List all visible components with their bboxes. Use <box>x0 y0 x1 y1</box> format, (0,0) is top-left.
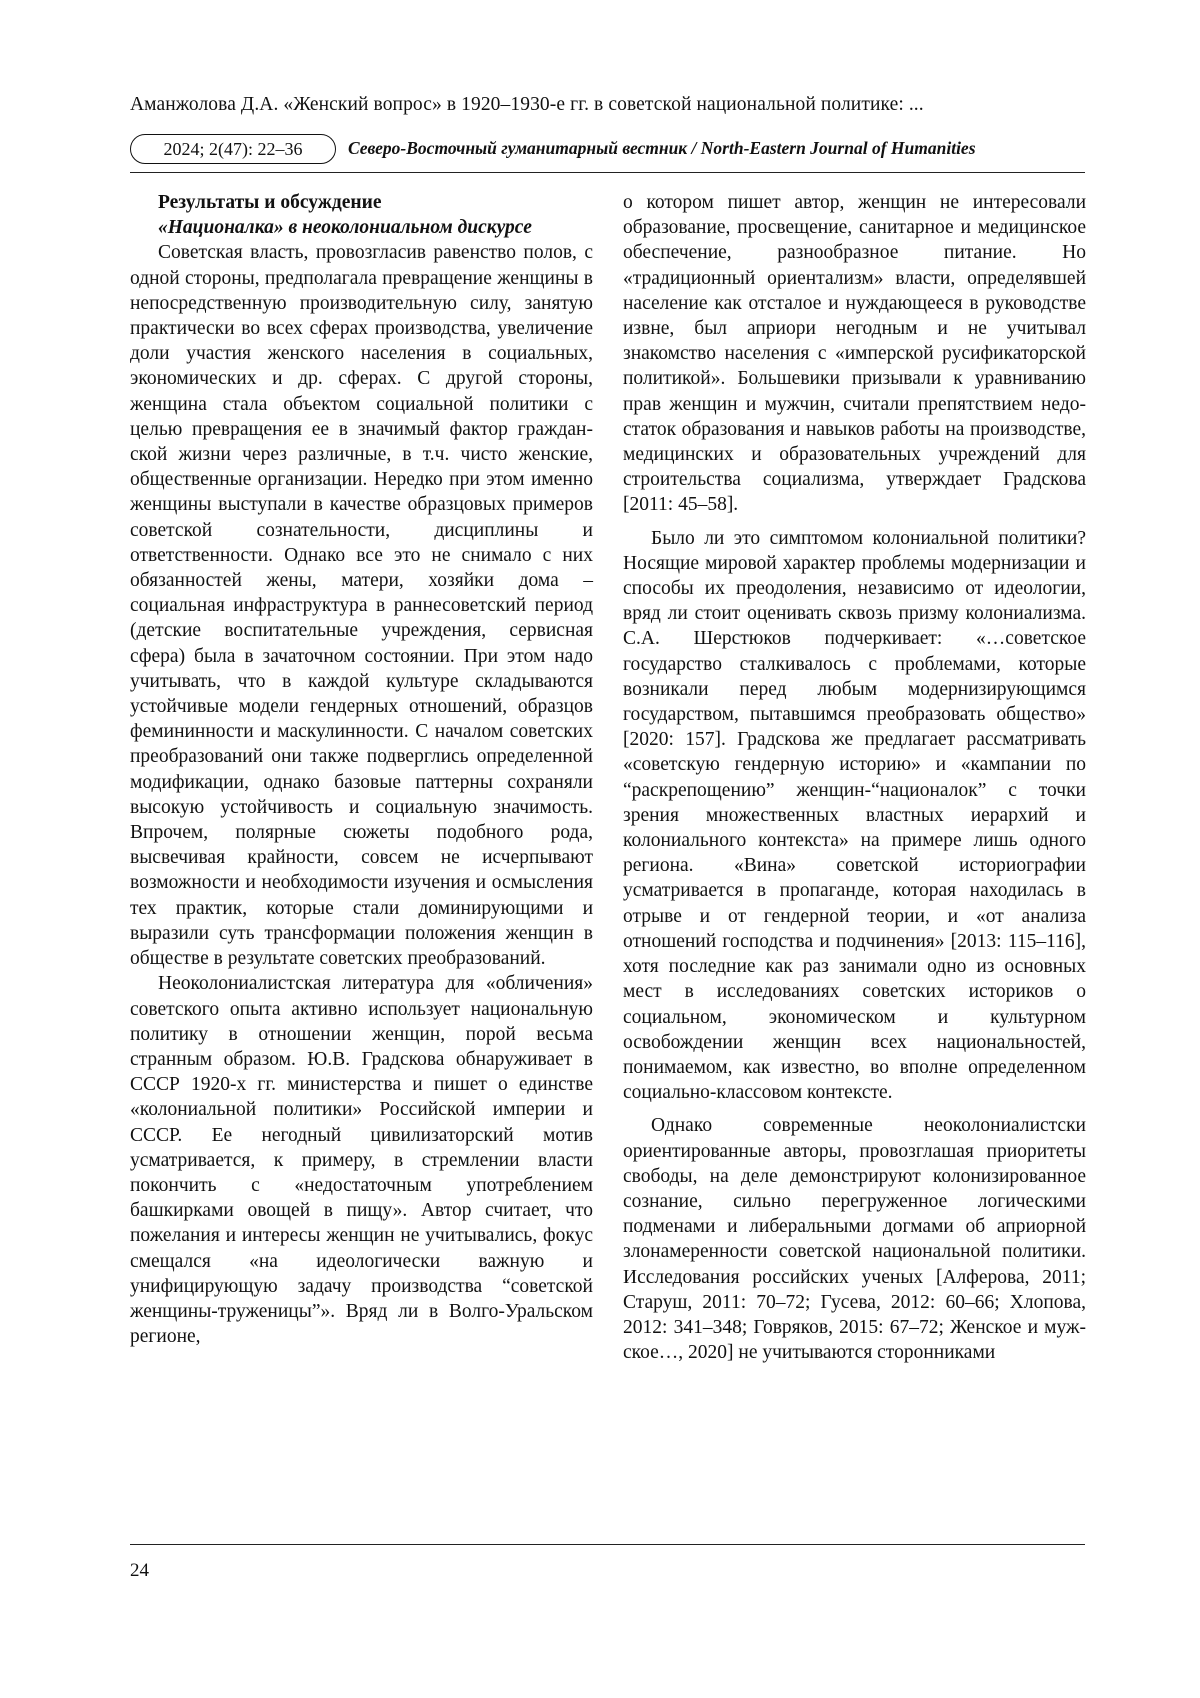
section-heading: Результаты и обсуждение <box>158 192 382 213</box>
paragraph: Неоколониалистская литература для «обличения» советского опыта активно использует национальную политику в отношении женщин, порой весьма странным образом. Ю.В. Градскова обнаруживает в СССР 1920-х гг. министерства и пишет о единстве «колониальной политики» Российской империи и СССР. Ее негодный цивилизаторский мотив усматривается, к примеру, в стремлении власти покончить с «недостаточным употреблением башкирками овощей в пищу». Автор считает, что пожелания и интересы женщин не учитывались, фокус смещался «на идеологически важную и унифицирующую задачу производства “советской женщины-труженицы”». Вряд ли в Волго-Уральском регионе, <box>130 973 593 1348</box>
paragraph: о котором пишет автор, женщин не интересовали образование, просвещение, санитарное и медицинское обеспечение, разнообразное питание. Но «традиционный ориентализм» власти, определявшей население как отсталое и нуждающееся в руководстве извне, был априори негодным и не учитывал знакомство населения с «имперской русификаторской политикой». Большевики призывали к уравниванию прав женщин и мужчин, считали препятствием недостаток образования и навыков работы на производстве, медицинских и образовательных учреждений для строительства социализма, утверждает Градскова [2011: 45–58]. <box>623 192 1086 516</box>
journal-title: Северо-Восточный гуманитарный вестник / North-Eastern Journal of Humanities <box>348 138 976 158</box>
right-column <box>623 190 1086 1365</box>
paragraph: Советская власть, провозгласив равенство полов, с одной стороны, предполагала превращение женщины в непосредственную производительную силу, занятую практически во всех сферах производства, увеличение доли участия женского населения в социальных, экономических и др. сферах. С другой стороны, женщина стала объектом социальной политики с целью превращения ее в значимый фактор гражданской жизни через различные, в т.ч. чисто женские, общественные организации. Нередко при этом именно женщины выступали в качестве образцовых примеров советской сознательности, дисциплины и ответственности. Однако все это не снимало с них обязанностей жены, матери, хозяйки дома – социальная инфраструктура в раннесоветский период (детские воспитательные учреждения, сервисная сфера) была в зачаточном состоянии. При этом надо учитывать, что в каждой культуре складываются устойчивые модели гендерных отношений, образцов фемининности и маскулинности. С началом советских преобразований они также подверглись определенной модификации, однако базовые паттерны сохраняли высокую устойчивость и социальную значимость. Впрочем, полярные сюжеты подобного рода, высвечивая крайности, совсем не исчерпывают возможности и необходимости изучения и осмысления тех практик, которые стали доминирующими и выразили суть трансформации положения женщин в обществе в результате советских преобразований. <box>130 242 593 970</box>
left-column <box>130 190 593 1349</box>
paragraph: Однако современные неоколониалистски ориентированные авторы, провозглашая приоритеты свободы, на деле демонстрируют колонизированное сознание, сильно перегруженное логическими подменами и либеральными догмами об априорной злонамеренности советской национальной политики. Исследования российских ученых [Алферова, 2011; Старуш, 2011: 70–72; Гусева, 2012: 60–66; Хлопова, 2012: 341–348; Говряков, 2015: 67–72; Женское и мужское…, 2020] не учитываются сторонниками <box>623 1115 1086 1364</box>
issue-badge: 2024; 2(47): 22–36 <box>130 134 336 164</box>
paragraph: Было ли это симптомом колониальной политики? Носящие мировой характер проблемы модернизации и способы их преодоления, независимо от идеологии, вряд ли стоит оценивать сквозь призму колониализма. С.А. Шерстюков подчеркивает: «…советское государство сталкивалось с проблемами, которые возникали перед любым модернизирующимся государством, пытавшимся преобразовать общество» [2020: 157]. Градскова же предлагает рассматривать «советскую гендерную историю» и «кампании по “раскрепощению” женщин-“националок” с точки зрения множественных властных иерархий и колониального контекста» на примере лишь одного региона. «Вина» советской историографии усматривается в пропаганде, которая находилась в отрыве и от гендерной теории, и «от анализа отношений господства и подчинения» [2013: 115–116], хотя последние как раз занимали одно из основных мест в исследованиях советских историков о социальном, экономическом и культурном освобождении женщин всех национальностей, понимаемом, как известно, во вполне определенном социально-классовом контексте. <box>623 527 1086 1104</box>
header-divider <box>130 172 1085 173</box>
subsection-heading: «Националка» в неоколониальном дискурсе <box>158 217 532 239</box>
page-number: 24 <box>130 1560 149 1581</box>
running-title: Аманжолова Д.А. «Женский вопрос» в 1920–1930-е гг. в советской национальной политике: ... <box>130 94 924 115</box>
footer-divider <box>130 1544 1085 1545</box>
